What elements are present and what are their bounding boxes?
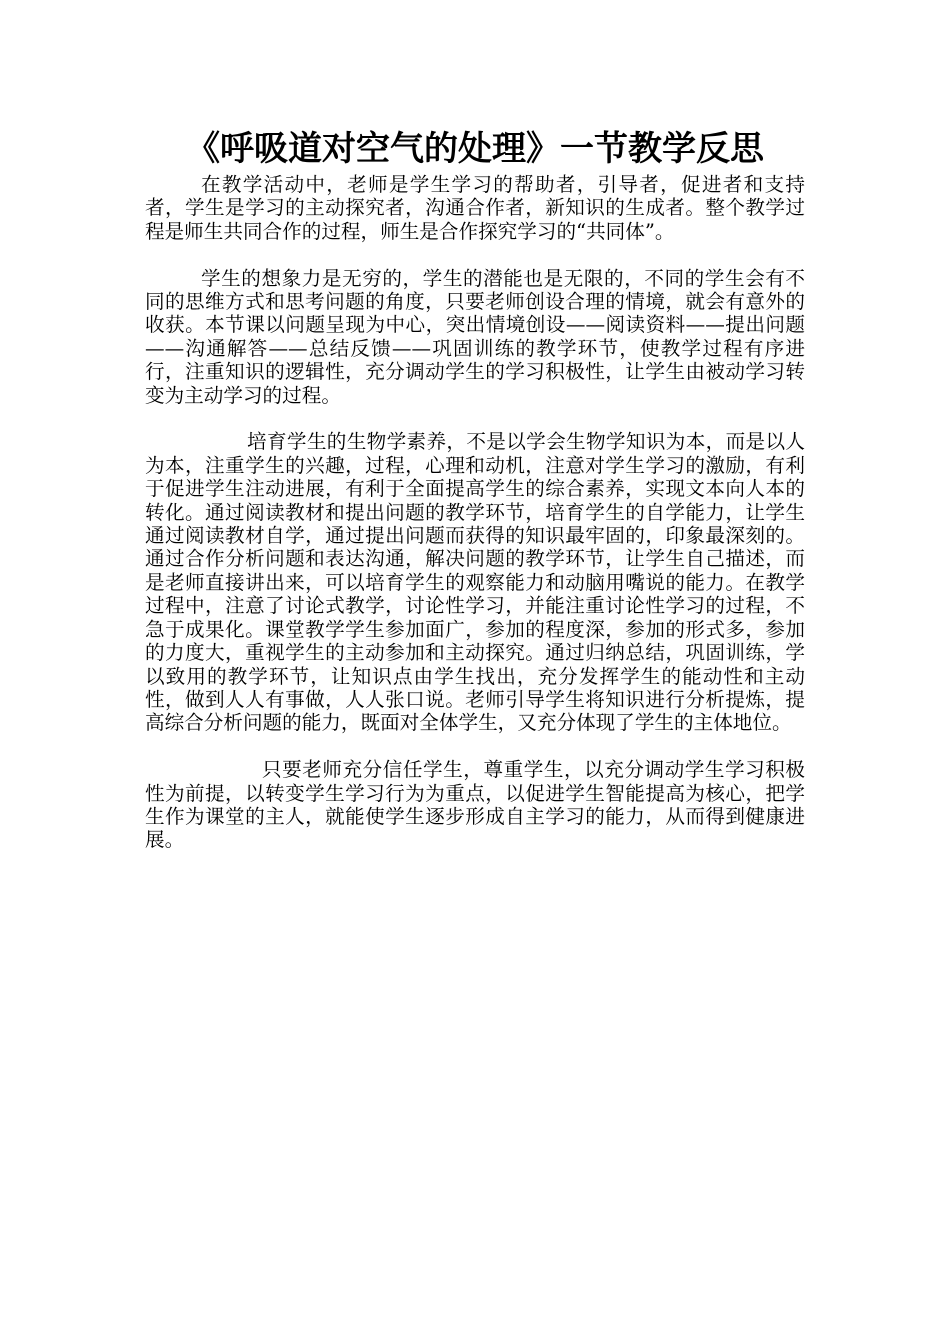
paragraph-2: 学生的想象力是无穷的，学生的潜能也是无限的，不同的学生会有不同的思维方式和思考问题的角度，只要老师创设合理的情境，就会有意外的收获。本节课以问题呈现为中心，突出情境创设——阅读资料——提出问题——沟通解答——总结反馈——巩固训练的教学环节，使教学过程有序进行，注重知识的逻辑性，充分调动学生的学习积极性，让学生由被动学习转变为主动学习的过程。 [145, 266, 805, 407]
paragraph-1: 在教学活动中，老师是学生学习的帮助者，引导者，促进者和支持者，学生是学习的主动探究者，沟通合作者，新知识的生成者。整个教学过程是师生共同合作的过程，师生是合作探究学习的“共同体”。 [145, 173, 805, 243]
document-title: 《呼吸道对空气的处理》一节教学反思 [186, 129, 764, 169]
paragraph-3: 培育学生的生物学素养，不是以学会生物学知识为本，而是以人为本，注重学生的兴趣，过程，心理和动机，注意对学生学习的激励，有利于促进学生注动进展，有利于全面提高学生的综合素养，实现文本向人本的转化。通过阅读教材和提出问题的教学环节，培育学生的自学能力，让学生通过阅读教材自学，通过提出问题而获得的知识最牢固的，印象最深刻的。通过合作分析问题和表达沟通，解决问题的教学环节，让学生自己描述，而是老师直接讲出来，可以培育学生的观察能力和动脑用嘴说的能力。在教学过程中，注意了讨论式教学，讨论性学习，并能注重讨论性学习的过程，不急于成果化。课堂教学学生参加面广，参加的程度深，参加的形式多，参加的力度大，重视学生的主动参加和主动探究。通过归纳总结，巩固训练，学以致用的教学环节，让知识点由学生找出，充分发挥学生的能动性和主动性，做到人人有事做，人人张口说。老师引导学生将知识进行分析提炼，提高综合分析问题的能力，既面对全体学生，又充分体现了学生的主体地位。 [145, 430, 805, 735]
document-body [145, 173, 805, 875]
paragraph-4: 只要老师充分信任学生，尊重学生，以充分调动学生学习积极性为前提，以转变学生学习行为为重点，以促进学生智能提高为核心，把学生作为课堂的主人，就能使学生逐步形成自主学习的能力，从而得到健康进展。 [145, 758, 805, 852]
